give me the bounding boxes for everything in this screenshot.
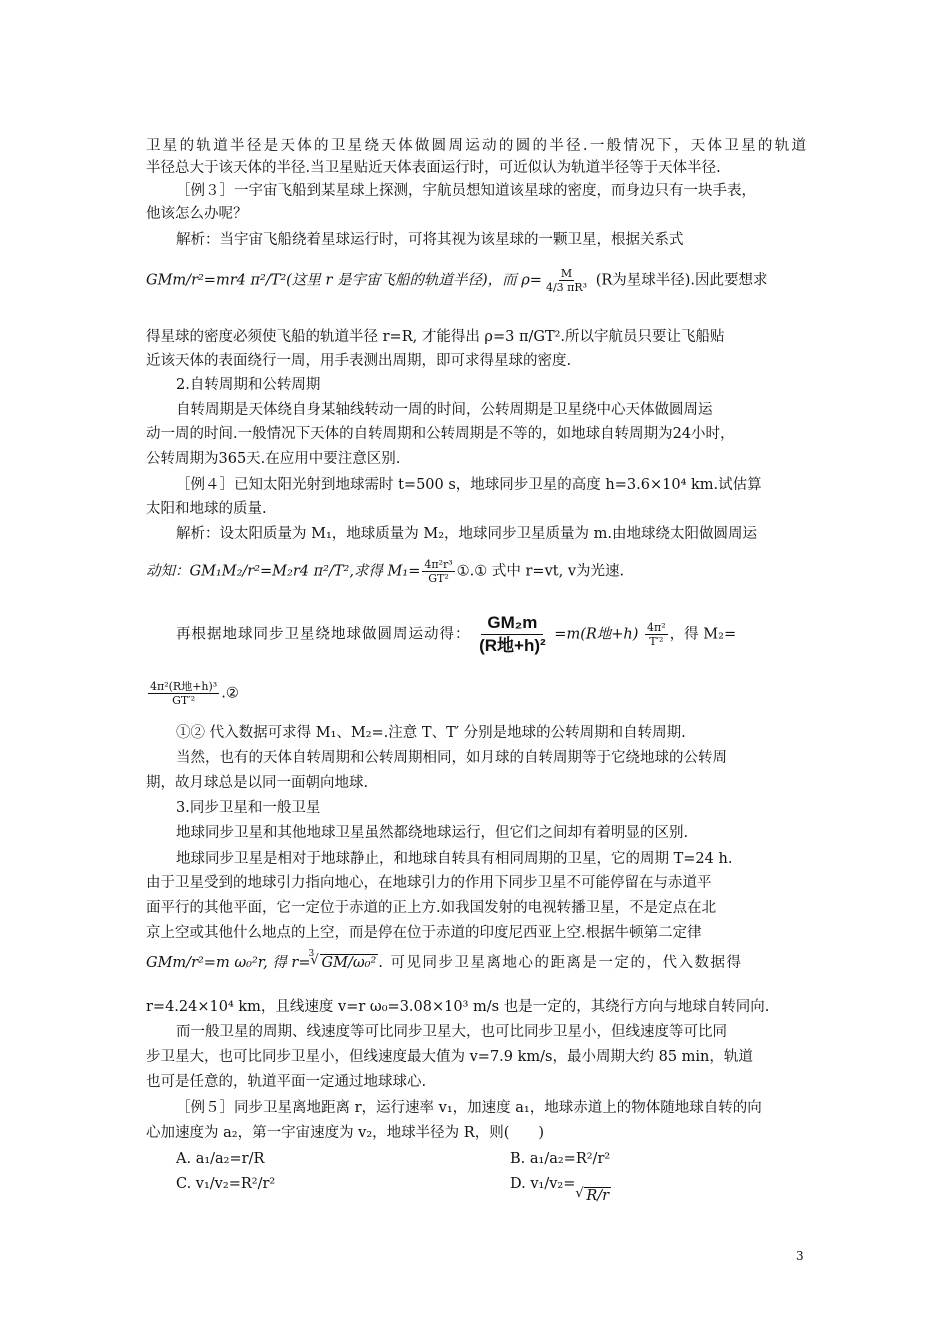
formula-line xyxy=(146,558,806,585)
fraction-denominator: T′² xyxy=(649,635,664,648)
option-a: A. a₁/a₂=r/R xyxy=(176,1151,265,1167)
option-d-root xyxy=(575,1185,611,1207)
example-5-line: ［例５］同步卫星离地距离 r，运行速率 v₁，加速度 a₁，地球赤道上的物体随地球自转的向 xyxy=(176,1100,762,1116)
m1-fraction xyxy=(422,558,454,585)
fraction-numerator: 4π²r³ xyxy=(424,558,453,571)
paragraph-line: 当然，也有的天体自转周期和公转周期相同，如月球的自转周期等于它绕地球的公转周 xyxy=(176,750,727,766)
paragraph-line: 动一周的时间.一般情况下天体的自转周期和公转周期是不等的，如地球自转周期为24小时， xyxy=(146,426,735,442)
gm2-fraction xyxy=(477,612,548,657)
option-d-text: D. v₁/v₂= xyxy=(510,1176,576,1192)
formula-text: .② xyxy=(221,685,239,702)
section-heading: 2.自转周期和公转周期 xyxy=(176,377,321,393)
page-number: 3 xyxy=(796,1249,804,1263)
fraction-denominator: (R地+h)² xyxy=(479,636,546,655)
paragraph-line: 而一般卫星的周期、线速度等可比同步卫星大，也可比同步卫星小，但线速度等可比同 xyxy=(176,1024,727,1040)
section-heading: 3.同步卫星和一般卫星 xyxy=(176,800,321,816)
fraction-denominator: GT′² xyxy=(172,694,196,707)
formula-line xyxy=(146,267,806,294)
formula-text: GMm/r²=m ω₀²r, 得 r= xyxy=(146,955,311,971)
paragraph-line: 近该天体的表面绕行一周，用手表测出周期，即可求得星球的密度. xyxy=(146,353,572,369)
formula-text: ①.① 式中 r=vt, v为光速. xyxy=(456,563,625,580)
formula-text: ，得 M₂= xyxy=(669,626,737,643)
paragraph-line: 卫星的轨道半径是天体的卫星绕天体做圆周运动的圆的半径.一般情况下，天体卫星的轨道 xyxy=(146,138,806,154)
paragraph-line: 自转周期是天体绕自身某轴线转动一周的时间，公转周期是卫星绕中心天体做圆周运 xyxy=(176,402,713,418)
fraction-numerator: M xyxy=(560,267,573,280)
root-body: R/r xyxy=(586,1188,610,1204)
example-3-line: ［例３］一宇宙飞船到某星球上探测，宇航员想知道该星球的密度，而身边只有一块手表， xyxy=(176,183,756,199)
paragraph-line: 他该怎么办呢？ xyxy=(146,206,248,222)
paragraph-line: 地球同步卫星和其他地球卫星虽然都绕地球运行，但它们之间却有着明显的区别. xyxy=(176,825,689,841)
paragraph-line: 地球同步卫星是相对于地球静止，和地球自转具有相同周期的卫星，它的周期 T=24 h. xyxy=(176,851,733,867)
formula-text: 动知：GM₁M₂/r²=M₂r4 π²/T²,求得 M₁= xyxy=(146,563,421,580)
root-body: GM/ω₀² xyxy=(321,955,377,971)
paragraph-line: 由于卫星受到的地球引力指向地心，在地球引力的作用下同步卫星不可能停留在与赤道平 xyxy=(146,875,712,891)
formula-text: =m(R地+h) xyxy=(554,626,639,643)
paragraph-line: 期，故月球总是以同一面朝向地球. xyxy=(146,775,369,791)
paragraph-line: 也可是任意的，轨道平面一定通过地球球心. xyxy=(146,1074,427,1090)
fraction-denominator: 4/3 πR³ xyxy=(545,281,588,294)
formula-text: (R为星球半径).因此要想求 xyxy=(595,272,768,289)
analysis-line: 解析：当宇宙飞船绕着星球运行时，可将其视为该星球的一颗卫星，根据关系式 xyxy=(176,232,684,248)
formula-line xyxy=(176,612,836,657)
density-lhs: ρ= xyxy=(521,272,542,289)
option-c: C. v₁/v₂=R²/r² xyxy=(176,1176,276,1192)
period-fraction xyxy=(645,621,668,648)
example-4-line: ［例４］已知太阳光射到地球需时 t=500 s，地球同步卫星的高度 h=3.6×10⁴ km.试估算 xyxy=(176,477,762,493)
paragraph-line: 公转周期为365天.在应用中要注意区别. xyxy=(146,451,401,467)
paragraph-line: 得星球的密度必须使飞船的轨道半径 r=R, 才能得出 ρ=3 π/GT².所以宇航员只要让飞船贴 xyxy=(146,329,725,345)
fraction-numerator: GM₂m xyxy=(481,612,543,635)
formula-line xyxy=(146,949,806,974)
analysis-line: 解析：设太阳质量为 M₁，地球质量为 M₂，地球同步卫星质量为 m.由地球绕太阳做圆周运 xyxy=(176,526,758,542)
fraction-numerator: 4π²(R地+h)³ xyxy=(150,680,218,693)
paragraph-line: 太阳和地球的质量. xyxy=(146,501,267,517)
option-b: B. a₁/a₂=R²/r² xyxy=(510,1151,611,1167)
formula-text: . 可见同步卫星离地心的距离是一定的，代入数据得 xyxy=(378,955,743,971)
m2-fraction xyxy=(148,680,219,707)
cube-root: √ 3 GM/ω₀² xyxy=(311,952,379,974)
paragraph-line: 心加速度为 a₂，第一宇宙速度为 v₂，地球半径为 R，则( ) xyxy=(146,1125,545,1141)
option-d xyxy=(510,1173,810,1204)
paragraph-line: 面平行的其他平面，它一定位于赤道的正上方.如我国发射的电视转播卫星，不是定点在北 xyxy=(146,900,717,916)
paragraph-line: r=4.24×10⁴ km，且线速度 v=r ω₀=3.08×10³ m/s 也是一定的，其绕行方向与地球自转同向. xyxy=(146,999,770,1015)
fraction-numerator: 4π² xyxy=(647,621,666,634)
formula-line xyxy=(146,680,806,707)
fraction-denominator: GT² xyxy=(428,572,449,585)
paragraph-line: 步卫星大，也可比同步卫星小，但线速度最大值为 v=7.9 km/s，最小周期大约 85 min，轨道 xyxy=(146,1049,753,1065)
formula-text: 再根据地球同步卫星绕地球做圆周运动得： xyxy=(176,626,471,643)
formula-text: GMm/r²=mr4 π²/T²(这里 r 是宇宙飞船的轨道半径)，而 xyxy=(146,272,517,289)
paragraph-line: 半径总大于该天体的半径.当卫星贴近天体表面运行时，可近似认为轨道半径等于天体半径. xyxy=(146,160,721,176)
paragraph-line: 京上空或其他什么地点的上空，而是停在位于赤道的印度尼西亚上空.根据牛顿第二定律 xyxy=(146,925,702,941)
density-fraction xyxy=(544,267,589,294)
paragraph-line: ①② 代入数据可求得 M₁、M₂=.注意 T、T′ 分别是地球的公转周期和自转周期. xyxy=(176,725,686,741)
